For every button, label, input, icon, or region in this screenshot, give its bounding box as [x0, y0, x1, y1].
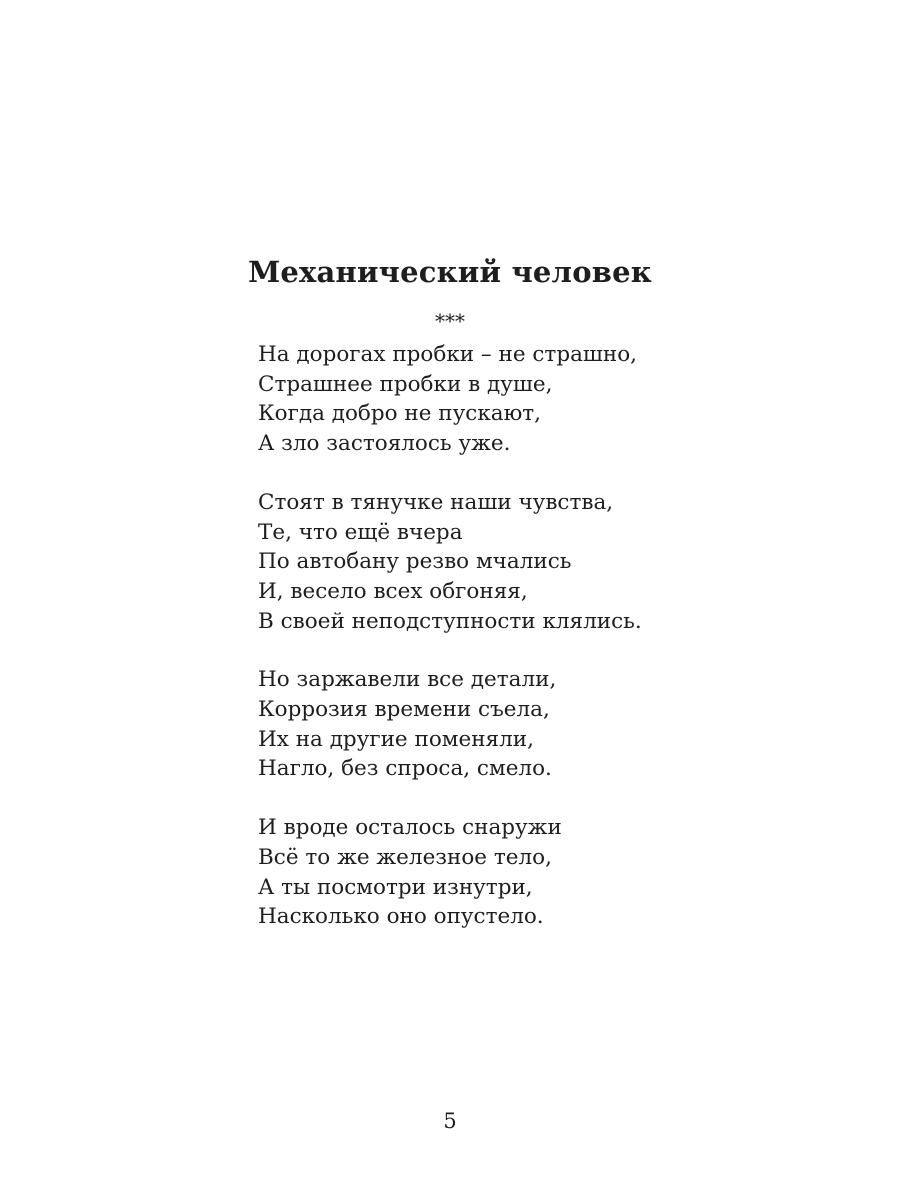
- poem-line: Нагло, без спроса, смело.: [258, 756, 552, 782]
- page-number: 5: [443, 1109, 457, 1133]
- poem-line: Их на другие поменяли,: [258, 726, 534, 752]
- poem-line: А зло застоялось уже.: [258, 431, 511, 457]
- poem-line: Когда добро не пускают,: [258, 401, 542, 427]
- poem-line: На дорогах пробки – не страшно,: [258, 342, 638, 367]
- poem-line: И, весело всех обгоняя,: [258, 578, 528, 604]
- stanza-4: [258, 813, 818, 932]
- poem-line: Всё то же железное тело,: [258, 844, 552, 870]
- asterism-separator: ***: [435, 309, 465, 333]
- poem-line: По автобану резво мчались: [258, 549, 572, 575]
- stanza-3: [258, 665, 818, 784]
- poem-line: Те, что ещё вчера: [258, 519, 463, 545]
- stanza-1: [258, 340, 818, 459]
- poem-title: Механический человек: [248, 255, 652, 289]
- poem-line: Но заржавели все детали,: [258, 667, 557, 693]
- poem-body: [258, 340, 818, 961]
- poem-line: Коррозия времени съела,: [258, 697, 550, 723]
- poem-line: А ты посмотри изнутри,: [258, 874, 533, 900]
- stanza-2: [258, 488, 818, 637]
- poem-line: Страшнее пробки в душе,: [258, 371, 553, 397]
- poem-line: Стоят в тянучке наши чувства,: [258, 489, 614, 515]
- poem-line: И вроде осталось снаружи: [258, 815, 562, 841]
- poem-line: В своей неподступности клялись.: [258, 608, 642, 634]
- poem-line: Насколько оно опустело.: [258, 904, 544, 930]
